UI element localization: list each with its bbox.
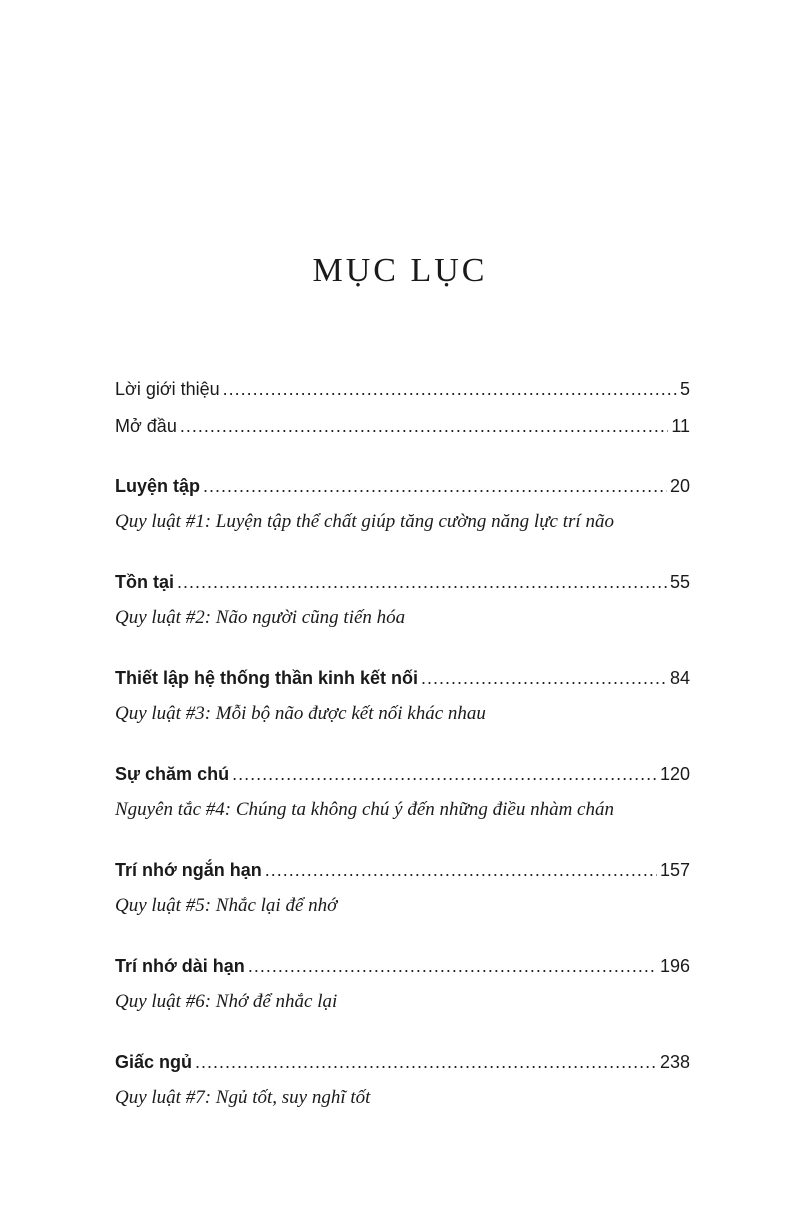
chapter-page-number: 55: [669, 572, 690, 592]
chapter-label: Giấc ngủ: [115, 1052, 193, 1072]
entry-label: Mở đầu: [115, 416, 177, 436]
chapter-label: Trí nhớ dài hạn: [115, 956, 245, 976]
toc-entry-chapter[interactable]: [115, 471, 690, 501]
chapter-rule: Quy luật #7: Ngủ tốt, suy nghĩ tốt: [115, 1087, 371, 1108]
entry-page-number: 5: [679, 379, 690, 399]
chapter-rule: Quy luật #5: Nhắc lại để nhớ: [115, 895, 338, 916]
dot-leader: [177, 567, 667, 597]
dot-leader: [421, 663, 667, 693]
toc-entry-chapter[interactable]: [115, 1047, 690, 1077]
chapter-rule: Quy luật #3: Mỗi bộ não được kết nối khác nhau: [115, 703, 486, 724]
chapter-page-number: 238: [659, 1052, 690, 1072]
chapter-label: Sự chăm chú: [115, 764, 230, 784]
chapter-rule: Quy luật #2: Não người cũng tiến hóa: [115, 607, 406, 628]
entry-page-number: 11: [671, 416, 690, 436]
chapter-page-number: 196: [659, 956, 690, 976]
dot-leader: [180, 411, 668, 441]
dot-leader: [265, 855, 657, 885]
toc-entry-chapter[interactable]: [115, 759, 690, 789]
page-title: MỤC LỤC: [312, 252, 488, 289]
toc-entry-chapter[interactable]: [115, 663, 690, 693]
chapter-label: Thiết lập hệ thống thần kinh kết nối: [115, 668, 418, 688]
chapter-label: Tồn tại: [115, 572, 174, 592]
chapter-label: Trí nhớ ngắn hạn: [115, 860, 262, 880]
toc-entry-chapter[interactable]: [115, 951, 690, 981]
toc-entry-chapter[interactable]: [115, 855, 690, 885]
toc-entry-chapter[interactable]: [115, 567, 690, 597]
toc-entry-introduction[interactable]: [115, 374, 690, 404]
chapter-page-number: 20: [669, 476, 690, 496]
toc-entry-opening[interactable]: [115, 411, 690, 441]
chapter-page-number: 120: [659, 764, 690, 784]
chapter-rule: Nguyên tắc #4: Chúng ta không chú ý đến những điều nhàm chán: [115, 799, 614, 820]
dot-leader: [232, 759, 657, 789]
dot-leader: [195, 1047, 657, 1077]
chapter-label: Luyện tập: [115, 476, 201, 496]
dot-leader: [223, 374, 677, 404]
chapter-rule: Quy luật #1: Luyện tập thể chất giúp tăng cường năng lực trí não: [115, 511, 614, 532]
entry-label: Lời giới thiệu: [115, 379, 220, 399]
dot-leader: [248, 951, 657, 981]
dot-leader: [203, 471, 667, 501]
chapter-page-number: 84: [669, 668, 690, 688]
chapter-rule: Quy luật #6: Nhớ để nhắc lại: [115, 991, 338, 1012]
chapter-page-number: 157: [659, 860, 690, 880]
